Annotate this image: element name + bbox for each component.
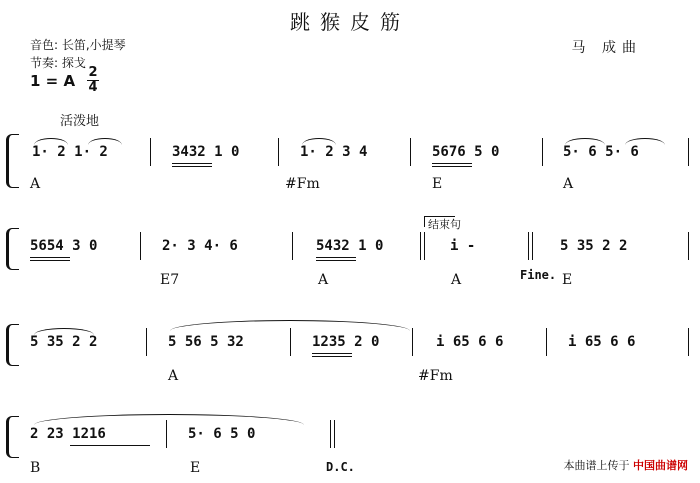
barline — [546, 328, 547, 356]
measure: 5676 5 0 — [432, 144, 500, 160]
barline — [140, 232, 141, 260]
system-brace — [6, 416, 19, 458]
measure: i - — [450, 238, 476, 254]
score-system-1 — [0, 130, 700, 200]
barline — [688, 232, 689, 260]
barline — [420, 232, 421, 260]
slur — [34, 138, 68, 145]
chord-label: A — [563, 176, 574, 192]
chord-label: E7 — [160, 272, 180, 288]
barline — [688, 328, 689, 356]
tempo-marking: 活泼地 — [60, 114, 100, 129]
barline — [412, 328, 413, 356]
barline — [290, 328, 291, 356]
page-title: 跳猴皮筋 — [290, 10, 410, 34]
measure: 5654 3 0 — [30, 238, 98, 254]
measure: 3432 1 0 — [172, 144, 240, 160]
measure: 5 35 2 2 — [560, 238, 628, 254]
barline — [410, 138, 411, 166]
chord-label: B — [30, 460, 41, 476]
system-brace — [6, 134, 19, 188]
slur — [34, 328, 94, 335]
system-brace — [6, 228, 19, 270]
system-brace — [6, 324, 19, 366]
chord-label: E — [190, 460, 201, 476]
beam-line — [316, 260, 356, 261]
barline — [528, 232, 529, 260]
barline — [334, 420, 335, 448]
time-signature-bottom: 4 — [88, 80, 98, 95]
chord-label: E — [562, 272, 573, 288]
measure: 1235 2 0 — [312, 334, 380, 350]
beam-line — [312, 356, 352, 357]
slur — [565, 138, 605, 145]
barline — [424, 232, 425, 260]
beam-line — [316, 257, 356, 258]
beam-line — [172, 166, 212, 167]
barline — [292, 232, 293, 260]
measure: 1· 2 1· 2 — [32, 144, 108, 160]
slur — [170, 320, 410, 331]
measure: i 65 6 6 — [436, 334, 504, 350]
measure: 5 35 2 2 — [30, 334, 98, 350]
slur — [625, 138, 665, 145]
chord-label: A — [451, 272, 462, 288]
barline — [278, 138, 279, 166]
beam-line — [30, 260, 70, 261]
measure: 5· 6 5 0 — [188, 426, 256, 442]
beam-line — [30, 257, 70, 258]
time-signature-top: 2 — [88, 65, 98, 80]
slur — [302, 138, 336, 145]
measure: 2 23 1216 — [30, 426, 106, 442]
fine-marking: Fine. — [520, 268, 557, 282]
rhythm-label: 节奏: 探戈 — [30, 56, 86, 70]
slur — [88, 138, 122, 145]
chord-label: #Fm — [418, 368, 453, 384]
barline — [688, 138, 689, 166]
barline — [146, 328, 147, 356]
beam-line — [70, 445, 150, 446]
beam-line — [432, 163, 472, 164]
score-system-2 — [0, 218, 700, 292]
composer: 马 成曲 — [571, 40, 642, 56]
chord-label: A — [168, 368, 179, 384]
chord-label: #Fm — [285, 176, 320, 192]
site-logo[interactable]: 中国曲谱网 — [633, 459, 688, 472]
measure: 5· 6 5· 6 — [563, 144, 639, 160]
barline — [542, 138, 543, 166]
barline — [330, 420, 331, 448]
measure: 5 56 5 32 — [168, 334, 244, 350]
footer-text: 本曲谱上传于 — [563, 459, 630, 472]
ending-label: 结束句 — [428, 218, 461, 231]
measure: 5432 1 0 — [316, 238, 384, 254]
key-signature: 1 = A — [30, 72, 76, 90]
chord-label: A — [30, 176, 41, 192]
measure: 2· 3 4· 6 — [162, 238, 238, 254]
slur — [34, 414, 304, 425]
score-system-3 — [0, 318, 700, 388]
timbre-label: 音色: 长笛,小提琴 — [30, 38, 126, 52]
chord-label: E — [432, 176, 443, 192]
dc-marking: D.C. — [326, 460, 355, 474]
barline — [532, 232, 533, 260]
chord-label: A — [318, 272, 329, 288]
measure: i 65 6 6 — [568, 334, 636, 350]
beam-line — [432, 166, 472, 167]
time-signature — [86, 66, 100, 95]
barline — [150, 138, 151, 166]
footer-credit — [564, 457, 689, 473]
measure: 1· 2 3 4 — [300, 144, 368, 160]
beam-line — [172, 163, 212, 164]
beam-line — [312, 353, 352, 354]
